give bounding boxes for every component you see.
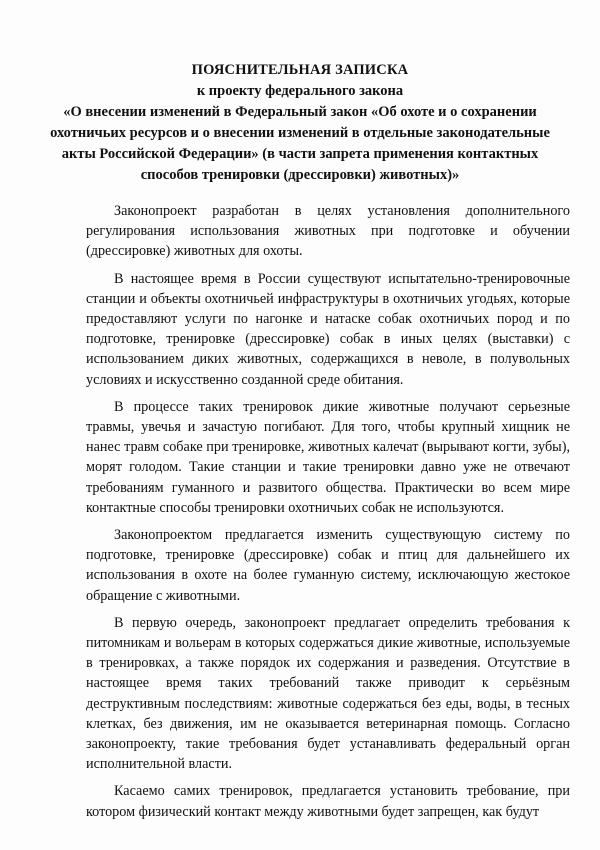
document-subtitle: к проекту федерального закона: [196, 83, 404, 99]
document-header: [40, 60, 560, 186]
paragraph-requirements: В первую очередь, законопроект предлагает определить требования к питомникам и вольерам в которых содержаться дикие животные, используемые в тренировках, а также порядок их содержания и разведения. Отсутствие в настоящее время таких требований также приводит к серьёзным деструктивным последствиям: животные содержаться без еды, воды, в тесных клетках, без движения, им не оказывается ветеринарная помощь. Согласно законопроекту, такие требования будет устанавливать федеральный орган исполнительной власти.: [86, 614, 570, 773]
paragraph-proposal: Законопроектом предлагается изменить существующую систему по подготовке, тренировке (дрессировке) собак и птиц для дальнейшего их использования в охоте на более гуманную систему, исключающую жестокое обращение с животными.: [86, 527, 570, 604]
bill-name: «О внесении изменений в Федеральный закон «Об охоте и о сохранении охотничьих ресурсов и о внесении изменений в отдельные законодательные акты Российской Федерации» (в части запрета применения контактных способов тренировки (дрессировки) животных)»: [50, 104, 550, 183]
paragraph-current-situation: В настоящее время в России существуют испытательно-тренировочные станции и объекты охотничьей инфраструктуры в охотничьих угодьях, которые предоставляют услуги по нагонке и натаске собак охотничьих пород и по подготовке, тренировке (дрессировке) собак в иных целях (выставки) с использованием диких животных, содержащихся в неволе, в полувольных условиях и искусственно созданной среде обитания.: [86, 270, 570, 388]
document-body: [86, 201, 570, 829]
document-title: ПОЯСНИТЕЛЬНАЯ ЗАПИСКА: [191, 62, 409, 78]
paragraph-trainings: Касаемо самих тренировок, предлагается установить требование, при котором физический контакт между животными будет запрещен, как будут: [86, 783, 570, 820]
paragraph-harm: В процессе таких тренировок дикие животные получают серьезные травмы, увечья и зачастую погибают. Для того, чтобы крупный хищник не нанес травм собаке при тренировке, животных калечат (вырывают когти, зубы), морят голодом. Такие станции и такие тренировки давно уже не отвечают требованиям гуманного и развитого общества. Практически во всем мире контактные способы тренировки охотничьих собак не используются.: [86, 398, 570, 516]
paragraph-purpose: Законопроект разработан в целях установления дополнительного регулирования использования животных при подготовке и обучении (дрессировке) животных для охоты.: [86, 203, 570, 260]
